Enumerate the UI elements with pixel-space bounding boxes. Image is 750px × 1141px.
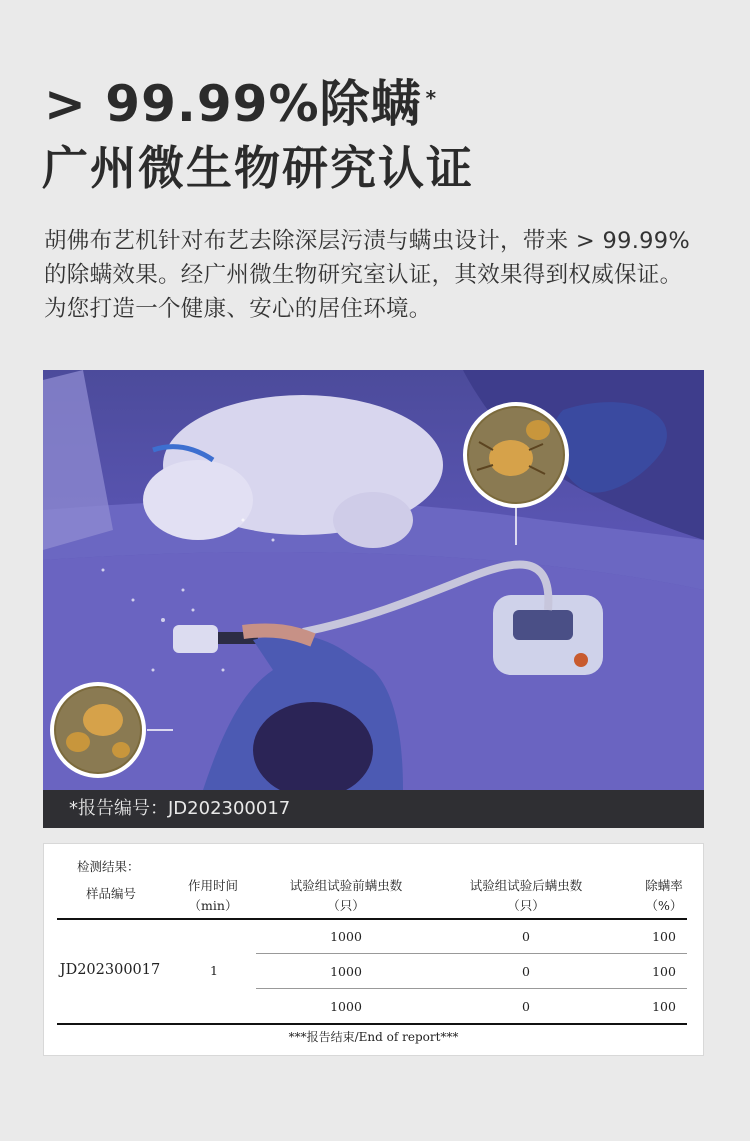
headline [44,70,437,138]
removal-rate-cell: 100 [652,964,676,979]
header-unit: （只） [507,898,545,913]
report-footer: ***报告结束/End of report*** [288,1030,459,1044]
report-number-caption: *报告编号：JD202300017 [43,790,704,828]
header-unit: （只） [327,898,365,913]
header-label: 试验组试验前螨虫数 [289,878,403,893]
headline-asterisk: * [425,86,438,110]
table-rule [57,1023,687,1025]
duration-cell: 1 [210,963,218,978]
table-rule [57,918,687,920]
removal-rate-cell: 100 [652,929,676,944]
mite-icon [489,440,533,476]
header-duration [172,876,254,916]
sample-id-cell: JD202300017 [59,962,161,978]
description-line: 胡佛布艺机针对布艺去除深层污渍与螨虫设计，带来 > 99.99% [44,228,691,254]
header-unit: （min） [188,898,238,913]
table-rule [256,988,687,989]
header-removal-rate [624,876,704,916]
report-title: 检测结果： [77,859,140,874]
header-label: 试验组试验后螨虫数 [469,878,583,893]
vacuum-tool [173,625,218,653]
test-report [43,843,704,1056]
before-count-cell: 1000 [330,929,362,944]
header-unit: （%） [645,898,683,913]
description-line: 为您打造一个健康、安心的居住环境。 [44,296,432,322]
header-sample-id [66,884,156,904]
before-count-cell: 1000 [330,964,362,979]
after-count-cell: 0 [522,999,530,1014]
mite-icon [83,704,123,736]
header-label: 作用时间 [187,878,238,893]
description [44,224,712,326]
description-line: 的除螨效果。经广州微生物研究室认证，其效果得到权威保证。 [44,262,683,288]
subheadline: 广州微生物研究认证 [42,141,474,195]
header-before-count [266,876,426,916]
after-count-cell: 0 [522,929,530,944]
product-photo [43,370,704,790]
header-label: 样品编号 [85,886,136,901]
before-count-cell: 1000 [330,999,362,1014]
after-count-cell: 0 [522,964,530,979]
header-label: 除螨率 [645,878,683,893]
table-rule [256,953,687,954]
dog-head [143,460,253,540]
headline-text: > 99.99%除螨 [44,75,422,133]
removal-rate-cell: 100 [652,999,676,1014]
header-after-count [446,876,606,916]
